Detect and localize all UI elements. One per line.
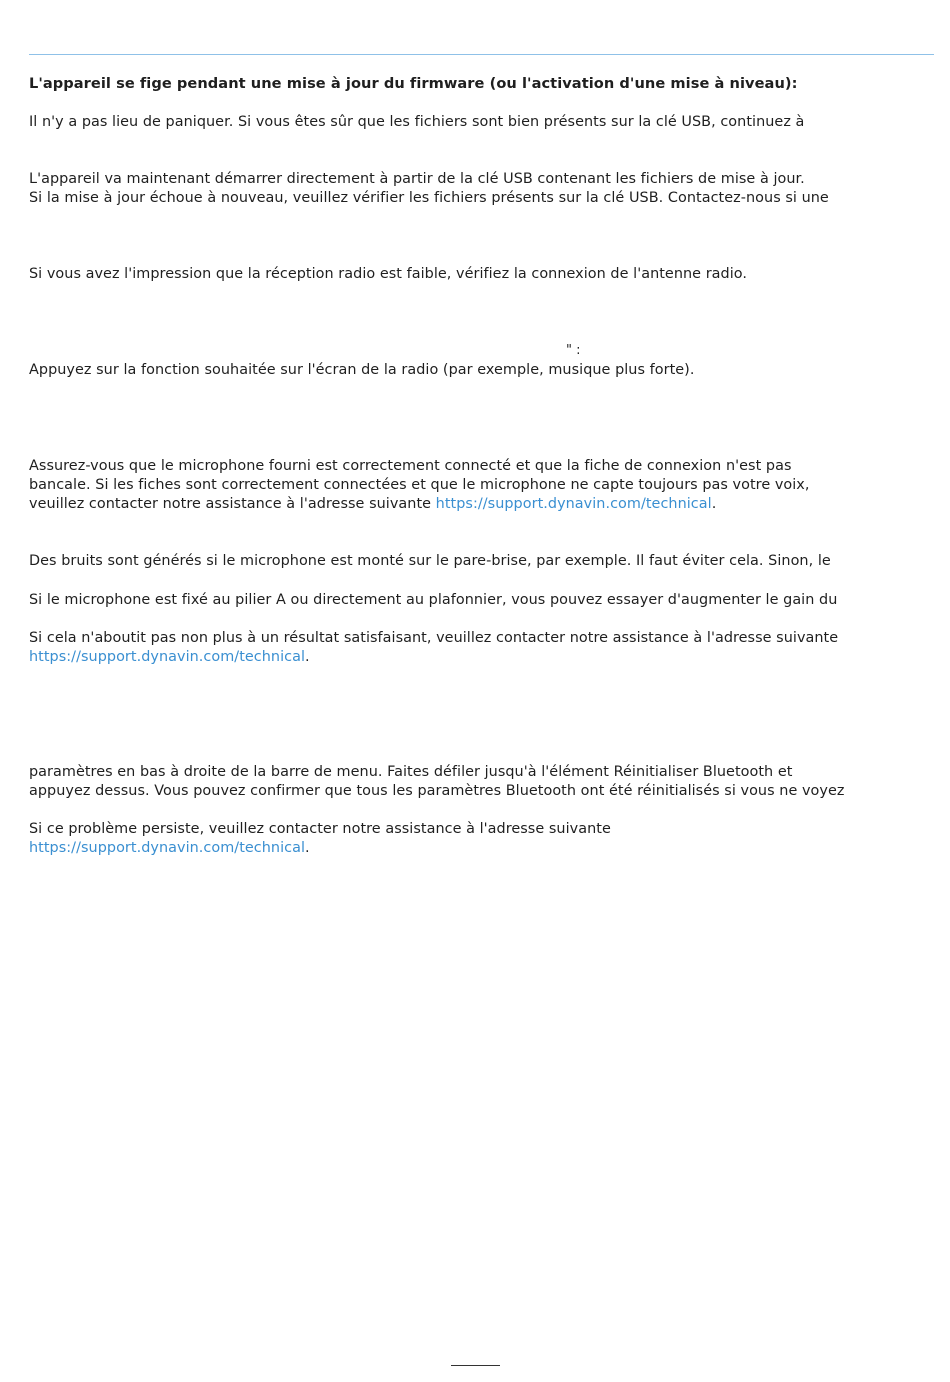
paragraph-problem-persists: Si ce problème persiste, veuillez contacter notre assistance à l'adresse suivante [29, 821, 611, 837]
paragraph-usb-boot-line-2: Si la mise à jour échoue à nouveau, veuillez vérifier les fichiers présents sur la clé USB. Contactez-nous si une [29, 190, 829, 206]
paragraph-unsatisfactory-result: Si cela n'aboutit pas non plus à un résultat satisfaisant, veuillez contacter notre assistance à l'adresse suivante [29, 630, 839, 646]
paragraph-problem-persists-link-line [29, 839, 310, 858]
support-link[interactable]: https://support.dynavin.com/technical [29, 649, 306, 665]
paragraph-unsatisfactory-link-line [29, 648, 310, 667]
text-fragment: " : [566, 343, 581, 358]
paragraph-microphone-line-1: Assurez-vous que le microphone fourni est correctement connecté et que la fiche de connexion n'est pas [29, 458, 792, 474]
paragraph-bluetooth-reset-line-1: paramètres en bas à droite de la barre de menu. Faites défiler jusqu'à l'élément Réinitialiser Bluetooth et [29, 764, 793, 780]
section-heading: L'appareil se fige pendant une mise à jour du firmware (ou l'activation d'une mise à niveau): [29, 75, 798, 92]
paragraph-microphone-text: veuillez contacter notre assistance à l'adresse suivante [29, 496, 436, 512]
paragraph-microphone-line-3 [29, 495, 716, 514]
paragraph-usb-boot-line-1: L'appareil va maintenant démarrer directement à partir de la clé USB contenant les fichiers de mise à jour. [29, 171, 805, 187]
paragraph-radio-function: Appuyez sur la fonction souhaitée sur l'écran de la radio (par exemple, musique plus forte). [29, 362, 695, 378]
support-link[interactable]: https://support.dynavin.com/technical [435, 496, 712, 512]
paragraph-noise: Des bruits sont générés si le microphone est monté sur le pare-brise, par exemple. Il faut éviter cela. Sinon, le [29, 553, 831, 569]
period: . [711, 496, 717, 512]
period: . [305, 840, 310, 856]
paragraph-microphone-line-2: bancale. Si les fiches sont correctement connectées et que le microphone ne capte toujours pas votre voix, [29, 477, 810, 493]
footer-divider [451, 1365, 500, 1366]
period: . [305, 649, 310, 665]
paragraph-firmware-advice: Il n'y a pas lieu de paniquer. Si vous êtes sûr que les fichiers sont bien présents sur la clé USB, continuez à [29, 114, 805, 130]
paragraph-radio-reception: Si vous avez l'impression que la réception radio est faible, vérifiez la connexion de l'antenne radio. [29, 266, 747, 282]
support-link[interactable]: https://support.dynavin.com/technical [29, 840, 306, 856]
paragraph-bluetooth-reset-line-2: appuyez dessus. Vous pouvez confirmer que tous les paramètres Bluetooth ont été réinitialisés si vous ne voyez [29, 783, 845, 799]
header-divider [29, 54, 934, 55]
paragraph-microphone-gain: Si le microphone est fixé au pilier A ou directement au plafonnier, vous pouvez essayer d'augmenter le gain du [29, 592, 838, 608]
